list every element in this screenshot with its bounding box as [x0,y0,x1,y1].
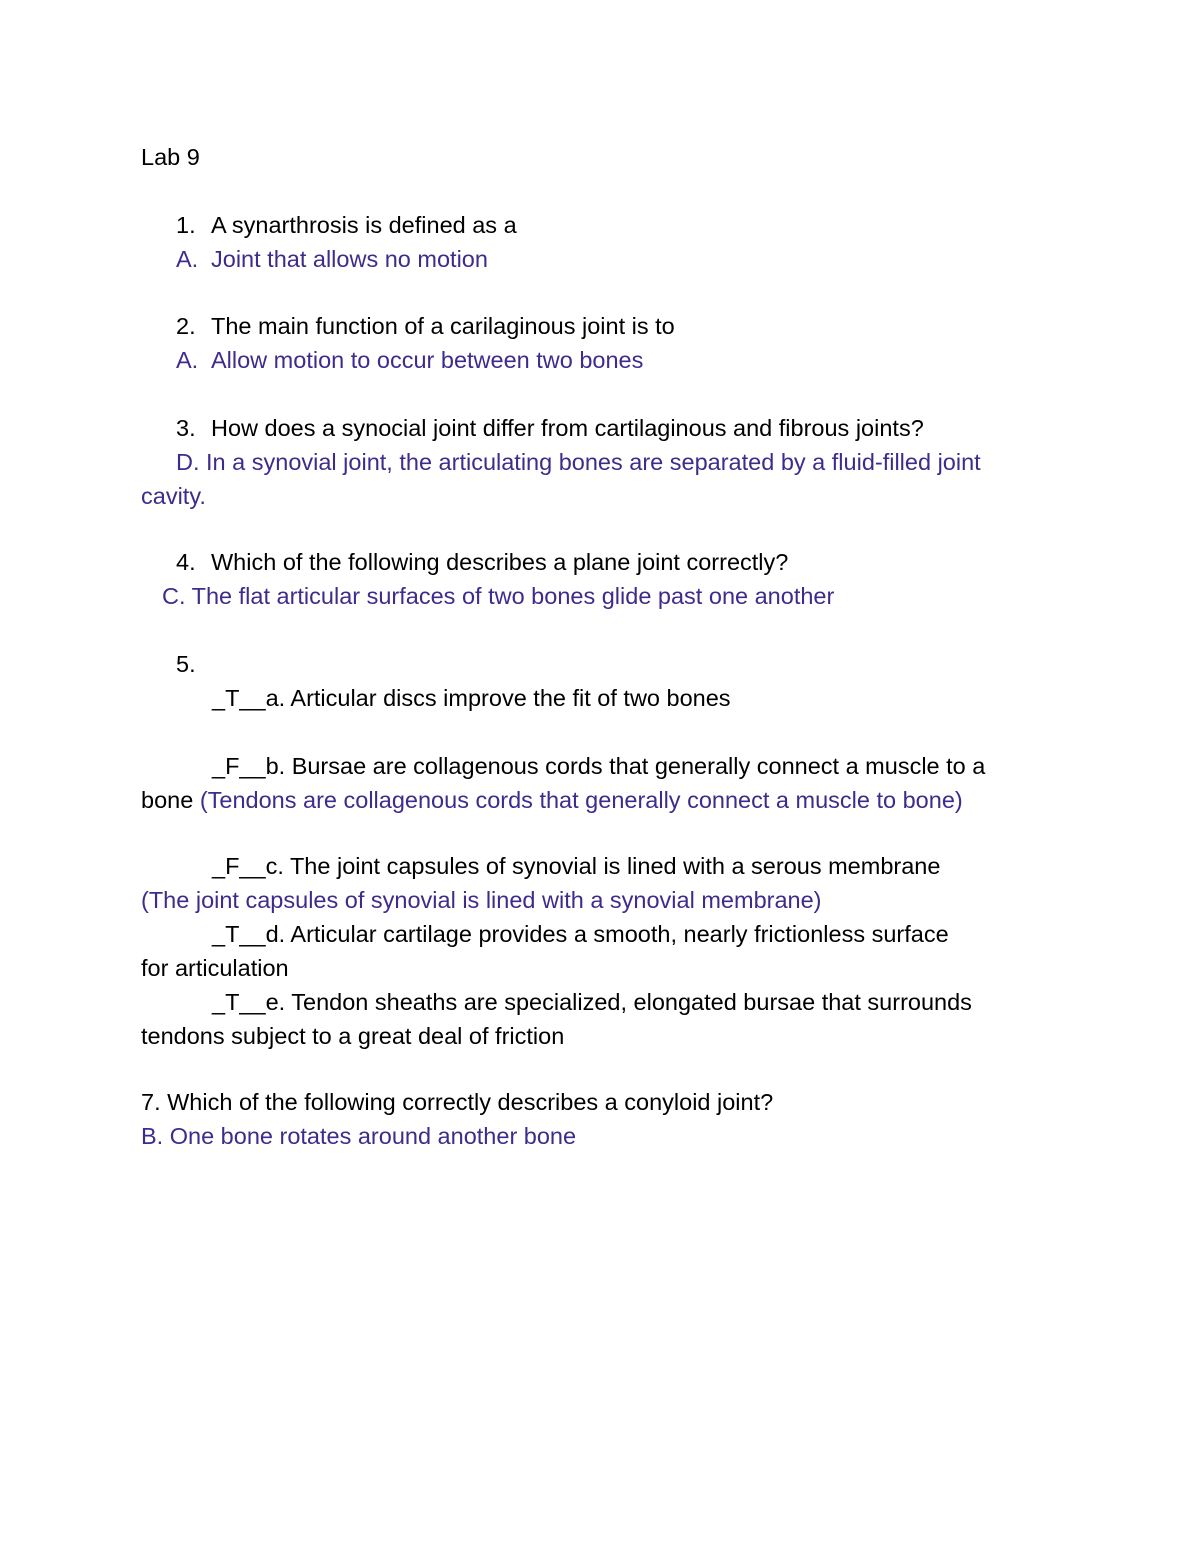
statement-5e-line-1: _T__e. Tendon sheaths are specialized, elongated bursae that surrounds [212,989,972,1015]
answer-3-line-1: D. In a synovial joint, the articulating bones are separated by a fluid-filled joint [176,449,981,475]
question-2-text: The main function of a carilaginous joint is to [211,313,675,339]
question-2 [176,312,675,340]
answer-2 [176,346,643,374]
answer-2-text: Allow motion to occur between two bones [211,347,644,373]
question-1-number: 1. [176,212,196,238]
statement-5b-prefix: bone [141,787,200,813]
question-4-text: Which of the following describes a plane joint correctly? [211,549,789,575]
answer-4: C. The flat articular surfaces of two bones glide past one another [162,583,835,609]
answer-1-text: Joint that allows no motion [211,246,488,272]
answer-2-letter: A. [176,347,199,373]
statement-5c-correction: (The joint capsules of synovial is lined with a synovial membrane) [141,887,822,913]
statement-5e-line-2: tendons subject to a great deal of friction [141,1023,565,1049]
statement-5d-line-1: _T__d. Articular cartilage provides a smooth, nearly frictionless surface [212,921,949,947]
question-5-number: 5. [176,651,196,677]
statement-5c: _F__c. The joint capsules of synovial is lined with a serous membrane [212,853,941,879]
question-7: 7. Which of the following correctly describes a conyloid joint? [141,1089,774,1115]
question-3-text: How does a synocial joint differ from cartilaginous and fibrous joints? [211,415,924,441]
question-2-number: 2. [176,313,196,339]
statement-5a: _T__a. Articular discs improve the fit of two bones [212,685,731,711]
question-1 [176,211,517,239]
question-4-number: 4. [176,549,196,575]
question-3-number: 3. [176,415,196,441]
answer-1 [176,245,488,273]
question-3 [176,414,924,442]
answer-1-letter: A. [176,246,199,272]
page-title: Lab 9 [141,144,200,170]
statement-5b-line-1: _F__b. Bursae are collagenous cords that generally connect a muscle to a [212,753,986,779]
statement-5d-line-2: for articulation [141,955,289,981]
answer-3-line-2: cavity. [141,483,206,509]
statement-5b-correction: (Tendons are collagenous cords that generally connect a muscle to bone) [199,787,963,813]
answer-7: B. One bone rotates around another bone [141,1123,577,1149]
question-1-text: A synarthrosis is defined as a [211,212,517,238]
statement-5b-line-2 [141,786,963,814]
question-4 [176,548,788,576]
